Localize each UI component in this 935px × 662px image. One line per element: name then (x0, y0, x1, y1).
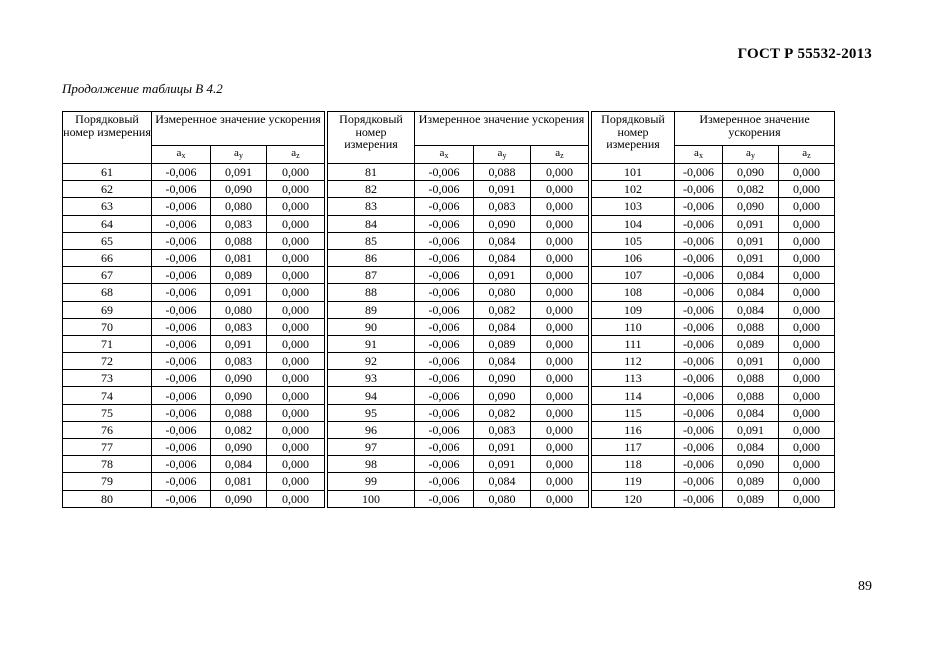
table-cell: 0,091 (723, 353, 779, 370)
col-header-axis (267, 146, 325, 164)
axis-symbol: a (234, 147, 239, 160)
table-cell: 0,000 (779, 387, 835, 404)
table-cell: 0,000 (267, 387, 325, 404)
table-cell: 112 (592, 353, 675, 370)
table-cell: 0,000 (267, 456, 325, 473)
table-cell: 0,000 (267, 318, 325, 335)
table-cell: 0,091 (474, 439, 531, 456)
table-row (63, 301, 835, 318)
table-cell: 0,000 (779, 370, 835, 387)
table-cell: 0,091 (211, 284, 267, 301)
col-header-number: Порядковый номер измерения (328, 112, 415, 164)
table-cell: 0,000 (267, 490, 325, 507)
table-cell: 0,091 (723, 232, 779, 249)
table-cell: 0,090 (723, 198, 779, 215)
table-cell: 0,000 (779, 473, 835, 490)
table-cell: -0,006 (415, 404, 474, 421)
table-cell: 0,080 (211, 301, 267, 318)
table-cell: 91 (328, 335, 415, 352)
table-cell: 0,082 (474, 404, 531, 421)
table-cell: 0,084 (723, 439, 779, 456)
table-cell: -0,006 (675, 181, 723, 198)
table-cell: 104 (592, 215, 675, 232)
table-cell: 0,000 (267, 267, 325, 284)
table-cell: 90 (328, 318, 415, 335)
table-cell: -0,006 (415, 181, 474, 198)
table-cell: 119 (592, 473, 675, 490)
table-cell: -0,006 (152, 456, 211, 473)
table-cell: 0,091 (723, 249, 779, 266)
table-cell: 0,091 (211, 335, 267, 352)
table-cell: 97 (328, 439, 415, 456)
table-cell: 0,000 (267, 284, 325, 301)
table-cell: 0,091 (211, 164, 267, 181)
table-cell: 0,000 (531, 284, 589, 301)
col-header-axis (211, 146, 267, 164)
table-cell: 0,088 (474, 164, 531, 181)
table-cell: 0,000 (267, 232, 325, 249)
table-cell: 105 (592, 232, 675, 249)
table-cell: 0,000 (531, 490, 589, 507)
table-cell: -0,006 (152, 181, 211, 198)
table-cell: 0,000 (779, 301, 835, 318)
table-cell: 107 (592, 267, 675, 284)
table-cell: -0,006 (152, 421, 211, 438)
table-row (63, 404, 835, 421)
axis-subscript: y (750, 151, 755, 161)
table-cell: 79 (63, 473, 152, 490)
table-cell: -0,006 (675, 249, 723, 266)
table-cell: -0,006 (415, 284, 474, 301)
table-cell: 80 (63, 490, 152, 507)
table-cell: -0,006 (415, 318, 474, 335)
col-header-axis (531, 146, 589, 164)
table-cell: 0,084 (474, 353, 531, 370)
table-cell: -0,006 (675, 353, 723, 370)
table-cell: 0,088 (723, 318, 779, 335)
table-cell: 0,000 (267, 181, 325, 198)
table-row (63, 198, 835, 215)
table-cell: 0,089 (723, 490, 779, 507)
table-cell: -0,006 (415, 456, 474, 473)
table-cell: 0,000 (267, 421, 325, 438)
table-cell: -0,006 (152, 439, 211, 456)
table-cell: 73 (63, 370, 152, 387)
axis-symbol: a (439, 147, 445, 160)
table-cell: -0,006 (675, 164, 723, 181)
table-cell: 0,000 (267, 301, 325, 318)
table-cell: 106 (592, 249, 675, 266)
table-cell: 0,000 (267, 164, 325, 181)
table-cell: -0,006 (415, 387, 474, 404)
table-cell: 0,083 (211, 318, 267, 335)
table-cell: -0,006 (675, 198, 723, 215)
table-row (63, 215, 835, 232)
table-cell: 0,083 (211, 353, 267, 370)
table-cell: -0,006 (415, 370, 474, 387)
table-cell: 70 (63, 318, 152, 335)
page-number: 89 (858, 579, 872, 594)
table-cell: 114 (592, 387, 675, 404)
table-cell: 0,084 (474, 318, 531, 335)
table-cell: 0,000 (267, 198, 325, 215)
table-cell: -0,006 (675, 370, 723, 387)
table-cell: 0,000 (531, 198, 589, 215)
axis-symbol: a (802, 147, 808, 160)
col-header-number: Порядковый номер измерения (63, 112, 152, 164)
table-cell: -0,006 (415, 353, 474, 370)
table-row (63, 421, 835, 438)
table-cell: 0,083 (211, 215, 267, 232)
col-header-measured: Измеренное значение ускорения (675, 112, 835, 146)
table-cell: -0,006 (415, 249, 474, 266)
table-cell: 0,000 (779, 267, 835, 284)
table-cell: 0,000 (779, 404, 835, 421)
table-cell: 69 (63, 301, 152, 318)
table-cell: -0,006 (152, 249, 211, 266)
table-cell: -0,006 (152, 198, 211, 215)
table-row (63, 490, 835, 507)
table-cell: 0,000 (779, 335, 835, 352)
table-cell: 86 (328, 249, 415, 266)
table-cell: 0,000 (531, 404, 589, 421)
table-cell: 62 (63, 181, 152, 198)
table-cell: -0,006 (152, 335, 211, 352)
table-cell: -0,006 (675, 421, 723, 438)
table-cell: 0,089 (211, 267, 267, 284)
table-cell: -0,006 (415, 164, 474, 181)
table-cell: 0,000 (531, 335, 589, 352)
table-cell: -0,006 (415, 301, 474, 318)
table-cell: -0,006 (152, 267, 211, 284)
table-cell: 0,090 (211, 439, 267, 456)
table-row (63, 473, 835, 490)
table-cell: 0,000 (531, 473, 589, 490)
table-cell: 76 (63, 421, 152, 438)
table-cell: 102 (592, 181, 675, 198)
document-code: ГОСТ Р 55532-2013 (737, 46, 872, 62)
table-cell: 61 (63, 164, 152, 181)
table-cell: -0,006 (415, 473, 474, 490)
table-cell: 0,000 (531, 232, 589, 249)
table-cell: 109 (592, 301, 675, 318)
table-cell: 96 (328, 421, 415, 438)
table-cell: 108 (592, 284, 675, 301)
table-cell: 0,090 (474, 387, 531, 404)
table-cell: 0,000 (267, 473, 325, 490)
table-cell: 0,090 (474, 370, 531, 387)
table-cell: 84 (328, 215, 415, 232)
table-cell: 0,000 (779, 198, 835, 215)
table-cell: 0,084 (474, 249, 531, 266)
table-cell: 95 (328, 404, 415, 421)
table-cell: 0,000 (267, 215, 325, 232)
table-cell: 0,088 (211, 232, 267, 249)
table-cell: 0,000 (779, 490, 835, 507)
table-cell: 98 (328, 456, 415, 473)
table-cell: -0,006 (675, 456, 723, 473)
table-cell: 0,000 (531, 181, 589, 198)
table-cell: 0,090 (474, 215, 531, 232)
table-cell: -0,006 (152, 232, 211, 249)
table-cell: 0,000 (267, 353, 325, 370)
table-cell: 0,000 (531, 456, 589, 473)
table-row (63, 232, 835, 249)
table-cell: 0,000 (779, 181, 835, 198)
table-cell: 0,000 (267, 335, 325, 352)
table-cell: 0,089 (723, 335, 779, 352)
table-cell: 0,000 (779, 215, 835, 232)
table-row (63, 370, 835, 387)
table-cell: 77 (63, 439, 152, 456)
table-cell: 82 (328, 181, 415, 198)
col-header-axis (474, 146, 531, 164)
col-header-measured: Измеренное значение ускорения (415, 112, 589, 146)
table-cell: -0,006 (675, 439, 723, 456)
table-cell: 117 (592, 439, 675, 456)
col-header-axis (779, 146, 835, 164)
table-row (63, 181, 835, 198)
table-cell: -0,006 (675, 318, 723, 335)
axis-symbol: a (555, 147, 561, 160)
table-cell: 0,000 (531, 421, 589, 438)
table-cell: 81 (328, 164, 415, 181)
table-cell: 67 (63, 267, 152, 284)
table-cell: 0,000 (779, 456, 835, 473)
table-cell: -0,006 (415, 215, 474, 232)
table-cell: 0,084 (723, 284, 779, 301)
axis-subscript: z (296, 151, 300, 161)
table-cell: -0,006 (152, 215, 211, 232)
table-cell: 0,000 (267, 370, 325, 387)
col-header-measured: Измеренное значение ускорения (152, 112, 325, 146)
table-cell: 0,091 (723, 215, 779, 232)
table-cell: -0,006 (675, 473, 723, 490)
table-cell: 0,090 (211, 490, 267, 507)
axis-subscript: x (444, 151, 449, 161)
table-cell: 92 (328, 353, 415, 370)
table-cell: 88 (328, 284, 415, 301)
table-cell: 0,000 (779, 284, 835, 301)
table-cell: 0,000 (531, 318, 589, 335)
axis-subscript: y (502, 151, 507, 161)
table-cell: 0,090 (211, 370, 267, 387)
axis-subscript: x (181, 151, 186, 161)
table-cell: -0,006 (675, 490, 723, 507)
table-cell: -0,006 (152, 370, 211, 387)
table-caption: Продолжение таблицы В 4.2 (62, 81, 223, 96)
table-cell: -0,006 (152, 301, 211, 318)
col-header-axis (415, 146, 474, 164)
table-cell: 65 (63, 232, 152, 249)
table-cell: 0,081 (211, 249, 267, 266)
table-cell: -0,006 (152, 318, 211, 335)
table-cell: 72 (63, 353, 152, 370)
table-cell: 110 (592, 318, 675, 335)
table-cell: 93 (328, 370, 415, 387)
table-cell: 0,000 (779, 164, 835, 181)
table-row (63, 318, 835, 335)
table-row (63, 284, 835, 301)
table-row (63, 249, 835, 266)
table-cell: -0,006 (675, 284, 723, 301)
table-cell: 0,080 (474, 284, 531, 301)
table-cell: 0,084 (474, 232, 531, 249)
table-cell: -0,006 (675, 335, 723, 352)
table-cell: -0,006 (152, 490, 211, 507)
table-row (63, 267, 835, 284)
table-cell: 0,000 (779, 318, 835, 335)
table-cell: -0,006 (675, 267, 723, 284)
table-cell: 83 (328, 198, 415, 215)
table-cell: 0,091 (474, 181, 531, 198)
table-cell: 0,083 (474, 421, 531, 438)
col-header-axis (152, 146, 211, 164)
measurements-table (62, 111, 835, 508)
table-cell: 0,000 (779, 439, 835, 456)
table-cell: 103 (592, 198, 675, 215)
table-cell: -0,006 (675, 301, 723, 318)
table-cell: 0,090 (211, 181, 267, 198)
table-cell: 0,091 (723, 421, 779, 438)
table-cell: 0,000 (267, 249, 325, 266)
table-cell: 0,082 (723, 181, 779, 198)
table-cell: 0,091 (474, 267, 531, 284)
table-cell: -0,006 (152, 284, 211, 301)
table-cell: -0,006 (152, 473, 211, 490)
table-cell: 0,000 (531, 439, 589, 456)
table-cell: -0,006 (415, 335, 474, 352)
table-cell: 0,082 (211, 421, 267, 438)
table-cell: 71 (63, 335, 152, 352)
table-row (63, 439, 835, 456)
table-cell: -0,006 (675, 215, 723, 232)
axis-symbol: a (176, 147, 182, 160)
table-cell: 0,088 (723, 370, 779, 387)
table-cell: -0,006 (415, 267, 474, 284)
col-header-axis (675, 146, 723, 164)
table-cell: 0,084 (474, 473, 531, 490)
table-cell: 0,088 (723, 387, 779, 404)
table-cell: 0,089 (723, 473, 779, 490)
table-cell: 0,080 (211, 198, 267, 215)
axis-symbol: a (291, 147, 297, 160)
table-cell: 0,084 (211, 456, 267, 473)
table-cell: 0,088 (211, 404, 267, 421)
table-cell: 63 (63, 198, 152, 215)
table-cell: 113 (592, 370, 675, 387)
table-cell: 0,089 (474, 335, 531, 352)
axis-subscript: z (560, 151, 564, 161)
table-cell: 64 (63, 215, 152, 232)
table-cell: -0,006 (152, 353, 211, 370)
axis-subscript: x (698, 151, 703, 161)
table-cell: 0,082 (474, 301, 531, 318)
table-cell: 0,080 (474, 490, 531, 507)
table-cell: 111 (592, 335, 675, 352)
table-cell: 0,000 (779, 421, 835, 438)
table-cell: 0,084 (723, 404, 779, 421)
table-cell: 66 (63, 249, 152, 266)
axis-symbol: a (694, 147, 699, 160)
table-cell: 0,000 (531, 370, 589, 387)
table-cell: 85 (328, 232, 415, 249)
table-row (63, 335, 835, 352)
table-row (63, 353, 835, 370)
table-cell: -0,006 (152, 404, 211, 421)
table-cell: 0,084 (723, 301, 779, 318)
table-row (63, 387, 835, 404)
table-cell: -0,006 (415, 490, 474, 507)
table-cell: 0,090 (723, 456, 779, 473)
table-cell: 0,000 (531, 164, 589, 181)
table-cell: 94 (328, 387, 415, 404)
table-cell: -0,006 (675, 387, 723, 404)
table-cell: 0,000 (531, 387, 589, 404)
table-cell: 87 (328, 267, 415, 284)
table-cell: 0,000 (531, 353, 589, 370)
table-cell: -0,006 (415, 232, 474, 249)
table-row (63, 164, 835, 181)
table-cell: -0,006 (675, 404, 723, 421)
table-cell: 101 (592, 164, 675, 181)
table-cell: -0,006 (415, 439, 474, 456)
table-cell: 116 (592, 421, 675, 438)
table-cell: -0,006 (152, 387, 211, 404)
col-header-number: Порядковый номер измерения (592, 112, 675, 164)
table-cell: 0,000 (267, 404, 325, 421)
table-cell: 0,000 (779, 353, 835, 370)
table-cell: -0,006 (675, 232, 723, 249)
table-cell: 78 (63, 456, 152, 473)
table-cell: 0,081 (211, 473, 267, 490)
table-cell: 0,090 (211, 387, 267, 404)
table-cell: 0,084 (723, 267, 779, 284)
table-cell: -0,006 (415, 421, 474, 438)
table-cell: 0,091 (474, 456, 531, 473)
table-cell: 75 (63, 404, 152, 421)
table-cell: 120 (592, 490, 675, 507)
table-cell: 0,000 (531, 215, 589, 232)
table-cell: 0,000 (267, 439, 325, 456)
table-cell: -0,006 (152, 164, 211, 181)
table-cell: 0,000 (779, 249, 835, 266)
table-cell: 0,000 (531, 249, 589, 266)
table-cell: 0,083 (474, 198, 531, 215)
axis-subscript: z (807, 151, 811, 161)
table-cell: 0,000 (531, 267, 589, 284)
axis-subscript: y (238, 151, 243, 161)
axis-symbol: a (746, 147, 751, 160)
table-cell: 100 (328, 490, 415, 507)
table-cell: 68 (63, 284, 152, 301)
table-cell: 99 (328, 473, 415, 490)
table-row (63, 456, 835, 473)
table-cell: 118 (592, 456, 675, 473)
table-cell: 0,000 (531, 301, 589, 318)
col-header-axis (723, 146, 779, 164)
table-cell: 74 (63, 387, 152, 404)
table-cell: -0,006 (415, 198, 474, 215)
axis-symbol: a (497, 147, 503, 160)
table-cell: 89 (328, 301, 415, 318)
table-cell: 0,090 (723, 164, 779, 181)
table-cell: 0,000 (779, 232, 835, 249)
table-cell: 115 (592, 404, 675, 421)
